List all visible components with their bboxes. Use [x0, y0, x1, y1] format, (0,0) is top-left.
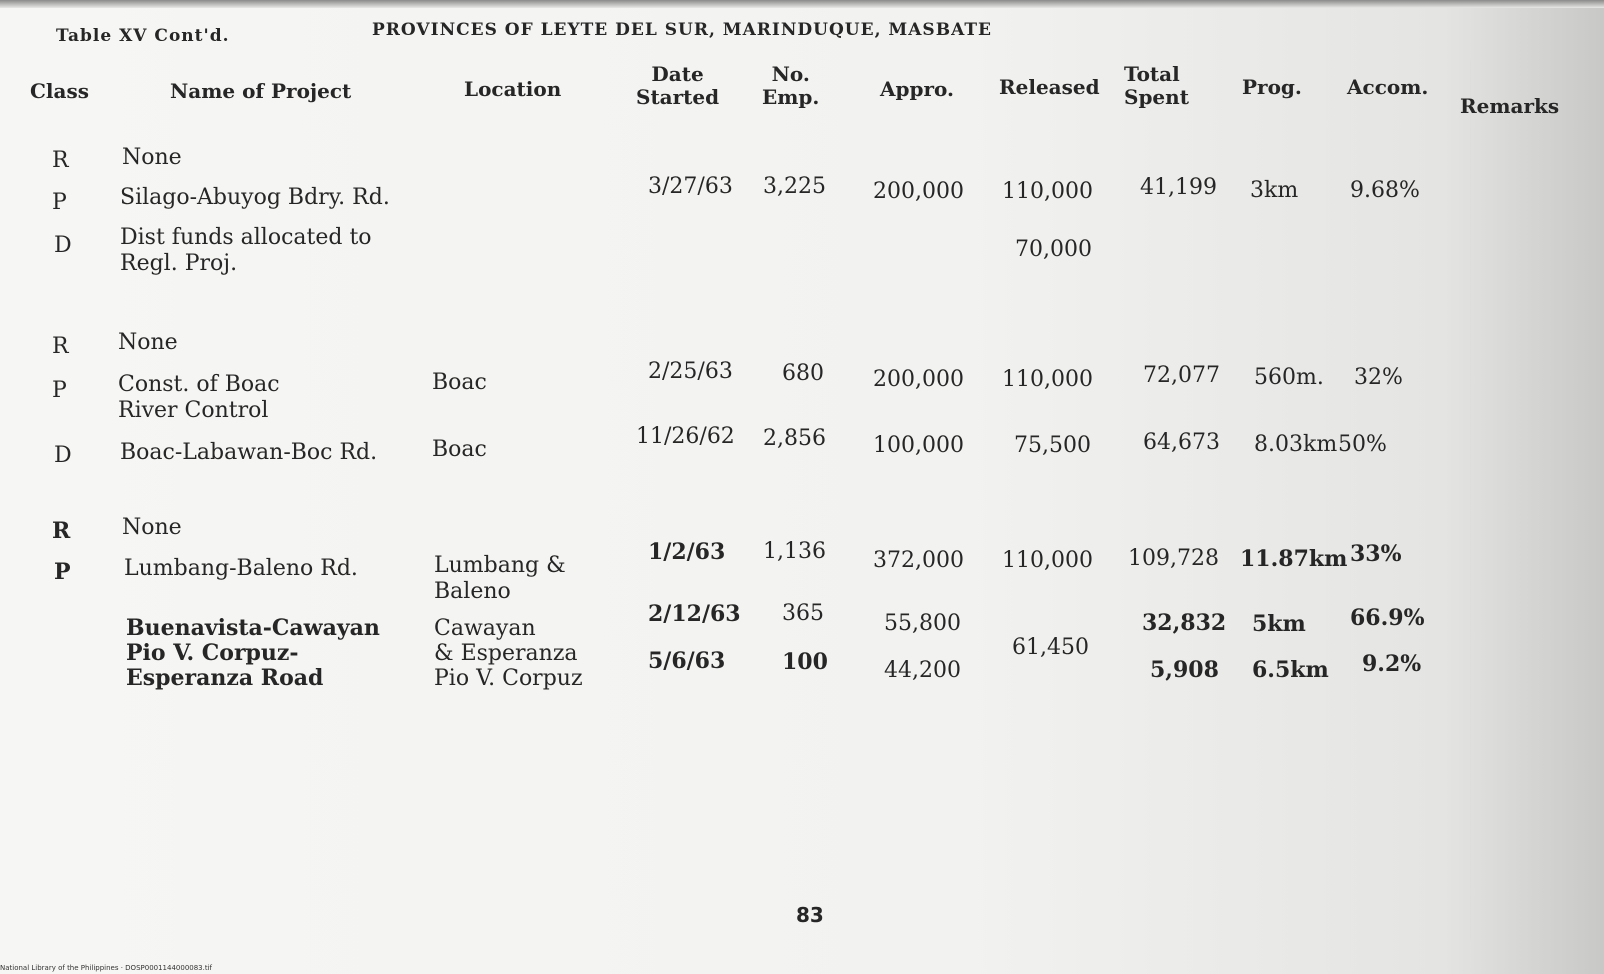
table-cell-class: P: [52, 190, 67, 215]
table-cell-date: 2/25/63: [648, 359, 733, 384]
table-cell-name: None: [118, 330, 178, 355]
table-cell-appro: 100,000: [873, 433, 964, 458]
table-cell-location: Cawayan & Esperanza Pio V. Corpuz: [434, 616, 583, 691]
page-number: 83: [796, 903, 824, 927]
page-top-edge: [0, 0, 1604, 8]
table-cell-name: Boac-Labawan-Boc Rd.: [120, 440, 378, 465]
table-cell-name: Buenavista-Cawayan Pio V. Corpuz- Esperanza Road: [126, 615, 380, 691]
table-cell-date: 1/2/63: [648, 539, 726, 565]
table-cell-accom: 50%: [1338, 432, 1387, 457]
table-cell-released: 110,000: [1002, 179, 1093, 204]
col-date-started: Date Started: [636, 62, 720, 109]
table-cell-prog: 8.03km: [1254, 432, 1338, 457]
col-total-spent: Total Spent: [1124, 62, 1189, 109]
table-cell-emp: 100: [782, 649, 828, 675]
table-cell-released: 75,500: [1014, 433, 1091, 458]
table-cell-accom: 33%: [1350, 541, 1402, 567]
table-cell-class: D: [54, 443, 72, 468]
col-remarks: Remarks: [1460, 94, 1560, 118]
table-cell-appro: 200,000: [873, 179, 964, 204]
table-cell-class: P: [54, 559, 71, 585]
table-cell-location: Boac: [432, 370, 487, 395]
table-cell-emp: 2,856: [763, 426, 826, 451]
table-cell-accom: 66.9%: [1350, 605, 1425, 631]
table-cell-spent: 41,199: [1140, 175, 1217, 200]
col-prog: Prog.: [1242, 75, 1302, 99]
table-cell-emp: 365: [782, 601, 824, 626]
table-cell-class: R: [52, 148, 69, 173]
table-cell-class: D: [54, 233, 72, 258]
table-cell-location: Boac: [432, 437, 487, 462]
table-cell-appro: 44,200: [884, 658, 961, 683]
table-cell-accom: 9.68%: [1350, 178, 1420, 203]
table-cell-spent: 5,908: [1150, 657, 1219, 683]
col-name: Name of Project: [170, 79, 352, 103]
col-released: Released: [999, 75, 1100, 99]
table-cell-date: 2/12/63: [648, 601, 741, 627]
col-appro: Appro.: [880, 77, 954, 101]
table-cell-name: Dist funds allocated to Regl. Proj.: [120, 225, 372, 276]
table-cell-released: 110,000: [1002, 367, 1093, 392]
col-location: Location: [464, 77, 562, 101]
table-cell-date: 5/6/63: [648, 648, 726, 674]
table-cell-released: 110,000: [1002, 548, 1093, 573]
table-title: PROVINCES OF LEYTE DEL SUR, MARINDUQUE, MASBATE: [372, 20, 992, 40]
table-cell-class: R: [52, 334, 69, 359]
table-cell-date: 11/26/62: [636, 424, 735, 449]
table-cell-name: Silago-Abuyog Bdry. Rd.: [120, 185, 390, 210]
table-cell-name: None: [122, 145, 182, 170]
table-cell-spent: 64,673: [1143, 430, 1220, 455]
table-cell-prog: 3km: [1250, 178, 1299, 203]
col-no-emp: No. Emp.: [762, 62, 820, 109]
table-cell-accom: 9.2%: [1362, 651, 1422, 677]
table-cell-name: Lumbang-Baleno Rd.: [124, 556, 358, 581]
table-label: Table XV Cont'd.: [56, 26, 230, 46]
table-cell-emp: 680: [782, 361, 824, 386]
table-cell-appro: 372,000: [873, 548, 964, 573]
table-cell-date: 3/27/63: [648, 174, 733, 199]
table-cell-emp: 1,136: [763, 539, 826, 564]
table-cell-prog: 5km: [1252, 611, 1306, 637]
bleed-through-column: [1470, 60, 1591, 940]
table-cell-prog: 11.87km: [1240, 546, 1348, 572]
footer-credit: National Library of the Philippines · DOSP0001144000083.tif: [0, 964, 213, 972]
table-cell-released: 70,000: [1015, 237, 1092, 262]
table-cell-accom: 32%: [1354, 365, 1403, 390]
table-cell-name: None: [122, 515, 182, 540]
table-cell-name: Const. of Boac River Control: [118, 372, 280, 423]
col-class: Class: [30, 79, 89, 103]
col-accom: Accom.: [1347, 75, 1429, 99]
table-cell-spent: 109,728: [1128, 546, 1219, 571]
table-cell-appro: 55,800: [884, 611, 961, 636]
table-cell-spent: 32,832: [1142, 610, 1227, 636]
table-cell-released: 61,450: [1012, 635, 1089, 660]
table-cell-class: R: [52, 518, 71, 544]
table-cell-emp: 3,225: [763, 174, 826, 199]
table-cell-prog: 6.5km: [1252, 657, 1329, 683]
table-cell-prog: 560m.: [1254, 365, 1324, 390]
table-cell-appro: 200,000: [873, 367, 964, 392]
table-cell-location: Lumbang & Baleno: [434, 553, 566, 604]
table-cell-class: P: [52, 378, 67, 403]
table-cell-spent: 72,077: [1143, 363, 1220, 388]
